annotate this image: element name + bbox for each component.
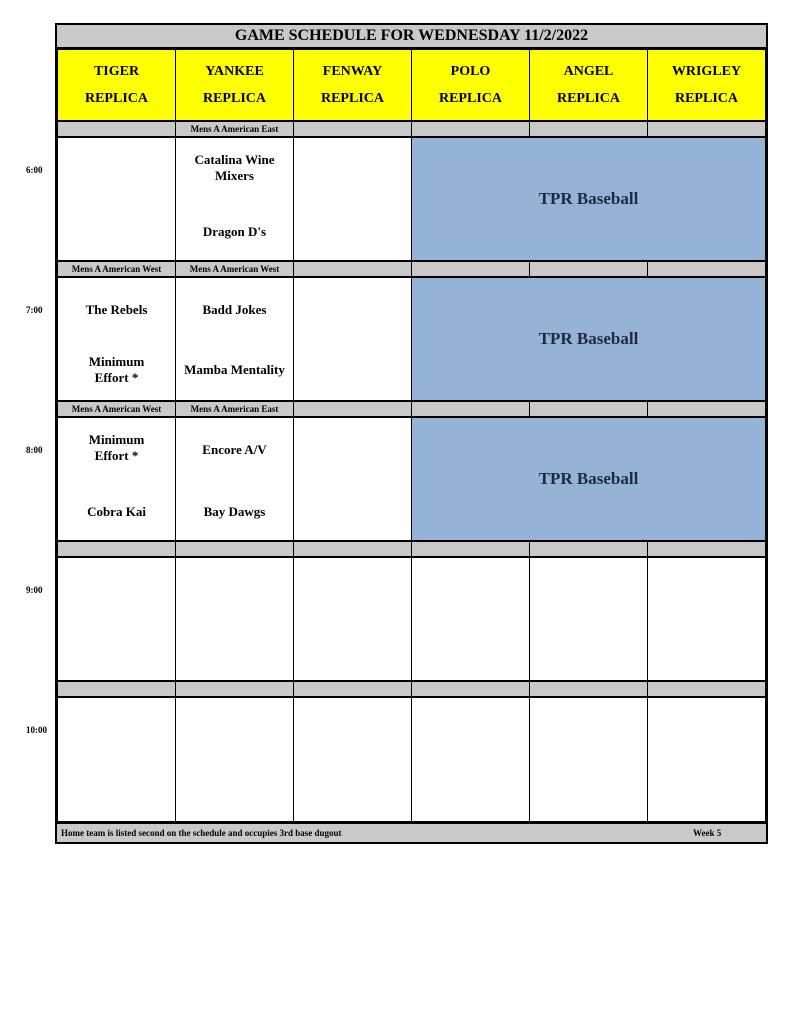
division-label — [293, 681, 412, 697]
field-sub: REPLICA — [320, 91, 384, 106]
division-label — [529, 121, 648, 137]
division-label — [57, 681, 176, 697]
field-header-angel — [529, 49, 648, 121]
away-team: Encore A/V — [202, 442, 267, 457]
division-label: Mens A American East — [175, 121, 294, 137]
division-label — [529, 541, 648, 557]
field-header-tiger — [57, 49, 176, 121]
field-name: FENWAY — [322, 64, 383, 79]
away-team: Badd Jokes — [202, 302, 267, 317]
division-label — [647, 541, 766, 557]
tpr-baseball-block: TPR Baseball — [411, 137, 766, 261]
field-name: POLO — [450, 64, 491, 79]
home-team: Minimum Effort * — [88, 354, 145, 385]
division-label — [175, 541, 294, 557]
field-sub: REPLICA — [438, 91, 502, 106]
time-label: 8:00 — [26, 445, 43, 455]
division-label — [57, 541, 176, 557]
division-label — [293, 261, 412, 277]
division-label — [647, 401, 766, 417]
time-label: 10:00 — [26, 725, 47, 735]
field-header-yankee — [175, 49, 294, 121]
division-label — [529, 681, 648, 697]
division-label — [647, 261, 766, 277]
home-team-note: Home team is listed second on the schedule and occupies 3rd base dugout — [61, 828, 342, 838]
division-label — [529, 401, 648, 417]
tpr-baseball-block: TPR Baseball — [411, 417, 766, 541]
game-cell — [647, 557, 766, 681]
game-cell — [175, 697, 294, 822]
field-name: WRIGLEY — [671, 64, 742, 79]
away-team: Catalina Wine Mixers — [194, 152, 275, 183]
game-cell — [647, 697, 766, 822]
game-cell — [293, 417, 412, 541]
game-cell — [293, 557, 412, 681]
schedule-footer — [57, 822, 766, 842]
division-label — [293, 541, 412, 557]
game-cell — [175, 137, 294, 261]
game-cell — [293, 697, 412, 822]
tpr-baseball-block: TPR Baseball — [411, 277, 766, 401]
game-cell — [411, 557, 530, 681]
week-label: Week 5 — [693, 828, 722, 838]
field-header-fenway — [293, 49, 412, 121]
home-team: Bay Dawgs — [203, 504, 266, 519]
game-cell — [529, 697, 648, 822]
field-header-polo — [411, 49, 530, 121]
division-label — [411, 261, 530, 277]
game-cell — [175, 557, 294, 681]
time-label: 6:00 — [26, 165, 43, 175]
game-cell — [57, 557, 176, 681]
game-cell — [293, 137, 412, 261]
division-label — [175, 681, 294, 697]
game-cell — [293, 277, 412, 401]
field-sub: REPLICA — [674, 91, 738, 106]
game-cell — [57, 277, 176, 401]
game-cell — [57, 697, 176, 822]
field-header-wrigley — [647, 49, 766, 121]
division-label — [411, 121, 530, 137]
field-name: ANGEL — [563, 64, 614, 79]
division-label: Mens A American West — [57, 261, 176, 277]
game-cell — [57, 137, 176, 261]
field-name: YANKEE — [205, 64, 264, 79]
away-team: The Rebels — [85, 302, 148, 317]
division-label — [647, 681, 766, 697]
home-team: Cobra Kai — [87, 504, 146, 519]
division-label — [293, 121, 412, 137]
division-label: Mens A American West — [175, 261, 294, 277]
division-label: Mens A American West — [57, 401, 176, 417]
field-sub: REPLICA — [84, 91, 148, 106]
division-label: Mens A American East — [175, 401, 294, 417]
home-team: Mamba Mentality — [184, 362, 285, 377]
division-label — [647, 121, 766, 137]
field-sub: REPLICA — [202, 91, 266, 106]
division-label — [411, 681, 530, 697]
field-sub: REPLICA — [556, 91, 620, 106]
game-cell — [411, 697, 530, 822]
division-label — [293, 401, 412, 417]
division-label — [57, 121, 176, 137]
game-cell — [57, 417, 176, 541]
game-cell — [175, 277, 294, 401]
division-label — [411, 401, 530, 417]
game-cell — [175, 417, 294, 541]
division-label — [529, 261, 648, 277]
game-cell — [529, 557, 648, 681]
field-name: TIGER — [93, 64, 140, 79]
schedule-table — [55, 23, 768, 844]
time-label: 7:00 — [26, 305, 43, 315]
schedule-title: GAME SCHEDULE FOR WEDNESDAY 11/2/2022 — [57, 25, 766, 49]
home-team: Dragon D's — [202, 224, 267, 239]
away-team: Minimum Effort * — [88, 432, 145, 463]
division-label — [411, 541, 530, 557]
time-label: 9:00 — [26, 585, 43, 595]
